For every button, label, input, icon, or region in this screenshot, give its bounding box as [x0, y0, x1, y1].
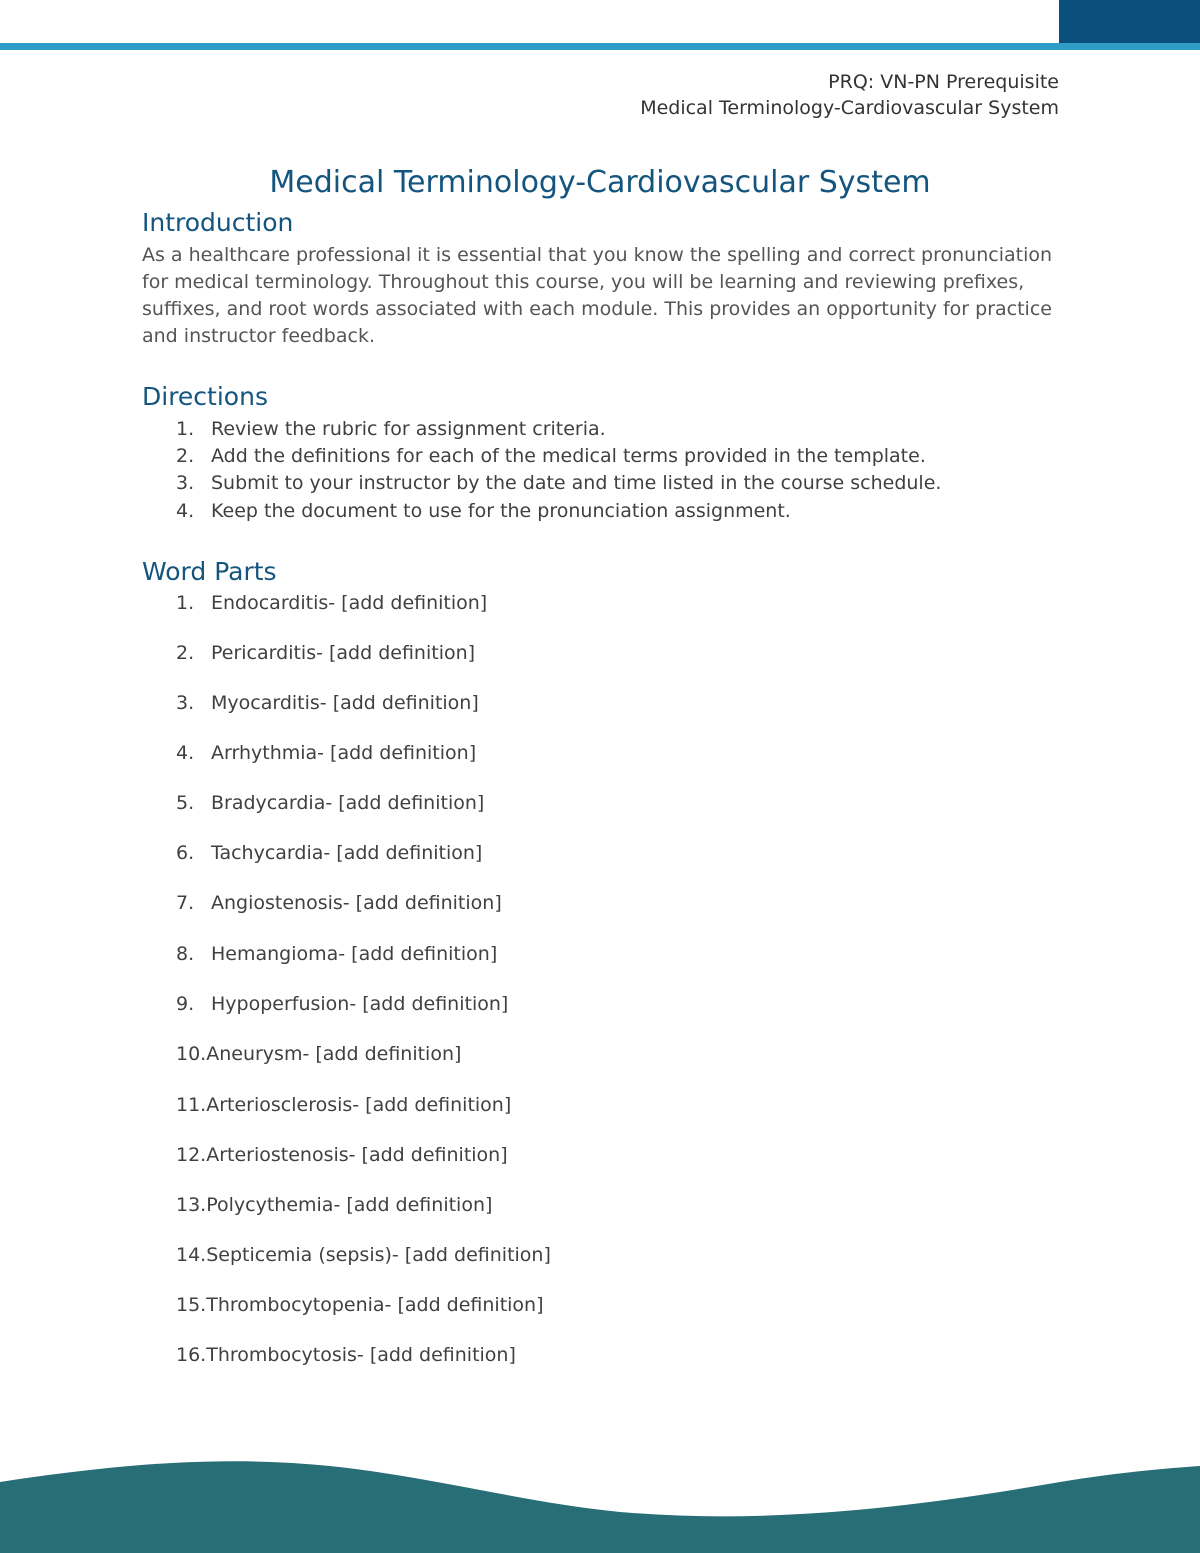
word-part-text: Pericarditis- [add definition]: [211, 642, 476, 664]
word-part-number: 6.: [176, 842, 195, 864]
word-part-number: 1.: [176, 592, 195, 614]
word-part-item: [176, 1242, 551, 1268]
word-part-text: Tachycardia- [add definition]: [211, 842, 483, 864]
directions-item-number: 2.: [176, 445, 195, 467]
directions-item-text: Add the definitions for each of the medical terms provided in the template.: [211, 445, 926, 467]
word-part-item: [176, 790, 484, 816]
word-part-text: Endocarditis- [add definition]: [211, 592, 488, 614]
word-part-text: Thrombocytosis- [add definition]: [206, 1344, 516, 1366]
word-part-number: 13.: [176, 1194, 207, 1216]
directions-heading: Directions: [142, 382, 268, 411]
word-part-number: 3.: [176, 692, 195, 714]
word-part-text: Angiostenosis- [add definition]: [211, 892, 502, 914]
word-part-text: Myocarditis- [add definition]: [211, 692, 479, 714]
word-part-text: Arteriosclerosis- [add definition]: [206, 1094, 512, 1116]
directions-item-number: 1.: [176, 418, 195, 440]
directions-item-text: Submit to your instructor by the date and time listed in the course schedule.: [211, 472, 942, 494]
word-part-item: [176, 640, 475, 666]
word-part-number: 11.: [176, 1094, 207, 1116]
word-part-item: [176, 690, 479, 716]
footer-wave-shape: [0, 1461, 1200, 1553]
word-part-number: 4.: [176, 742, 195, 764]
directions-item-number: 4.: [176, 500, 195, 522]
word-part-number: 9.: [176, 993, 195, 1015]
word-part-text: Arteriostenosis- [add definition]: [206, 1144, 508, 1166]
word-part-number: 14.: [176, 1244, 207, 1266]
header-course: PRQ: VN-PN Prerequisite: [828, 71, 1059, 93]
directions-item-number: 3.: [176, 472, 195, 494]
word-part-item: [176, 590, 487, 616]
word-part-item: [176, 1292, 544, 1318]
word-part-text: Thrombocytopenia- [add definition]: [206, 1294, 544, 1316]
word-part-item: [176, 1342, 516, 1368]
word-part-number: 15.: [176, 1294, 207, 1316]
word-part-number: 10.: [176, 1043, 207, 1065]
directions-item: [176, 443, 926, 469]
word-part-text: Hypoperfusion- [add definition]: [211, 993, 509, 1015]
directions-item: [176, 470, 941, 496]
footer-wave: [0, 1440, 1200, 1553]
word-part-item: [176, 890, 502, 916]
directions-item: [176, 498, 791, 524]
word-part-text: Aneurysm- [add definition]: [206, 1043, 462, 1065]
word-part-text: Bradycardia- [add definition]: [211, 792, 485, 814]
document-title: Medical Terminology-Cardiovascular System: [269, 165, 931, 200]
word-parts-heading: Word Parts: [142, 557, 277, 586]
word-part-number: 7.: [176, 892, 195, 914]
introduction-text: As a healthcare professional it is essential that you know the spelling and correct pronunciation for medical terminology. Throughout this course, you will be learning and reviewing prefixes, suffixes, and root words associated with each module. This provides an opportunity for practice and instructor feedback.: [142, 244, 1053, 347]
running-header: [640, 69, 1059, 121]
word-part-text: Arrhythmia- [add definition]: [211, 742, 477, 764]
header-accent-bar: [0, 43, 1200, 50]
word-part-item: [176, 740, 476, 766]
word-part-number: 2.: [176, 642, 195, 664]
word-part-text: Polycythemia- [add definition]: [206, 1194, 493, 1216]
header-corner-block: [1059, 0, 1200, 43]
word-part-number: 12.: [176, 1144, 207, 1166]
word-part-item: [176, 1192, 492, 1218]
word-part-text: Septicemia (sepsis)- [add definition]: [206, 1244, 551, 1266]
word-part-text: Hemangioma- [add definition]: [211, 943, 498, 965]
word-part-item: [176, 1041, 461, 1067]
word-part-number: 16.: [176, 1344, 207, 1366]
word-part-item: [176, 1092, 511, 1118]
word-part-item: [176, 840, 482, 866]
word-part-item: [176, 941, 497, 967]
word-part-item: [176, 991, 508, 1017]
introduction-heading: Introduction: [142, 208, 294, 237]
header-subtitle: Medical Terminology-Cardiovascular System: [640, 97, 1059, 119]
directions-item-text: Review the rubric for assignment criteria.: [211, 418, 606, 440]
directions-item: [176, 416, 606, 442]
word-part-number: 5.: [176, 792, 195, 814]
word-part-item: [176, 1142, 508, 1168]
directions-item-text: Keep the document to use for the pronunciation assignment.: [211, 500, 791, 522]
word-part-number: 8.: [176, 943, 195, 965]
